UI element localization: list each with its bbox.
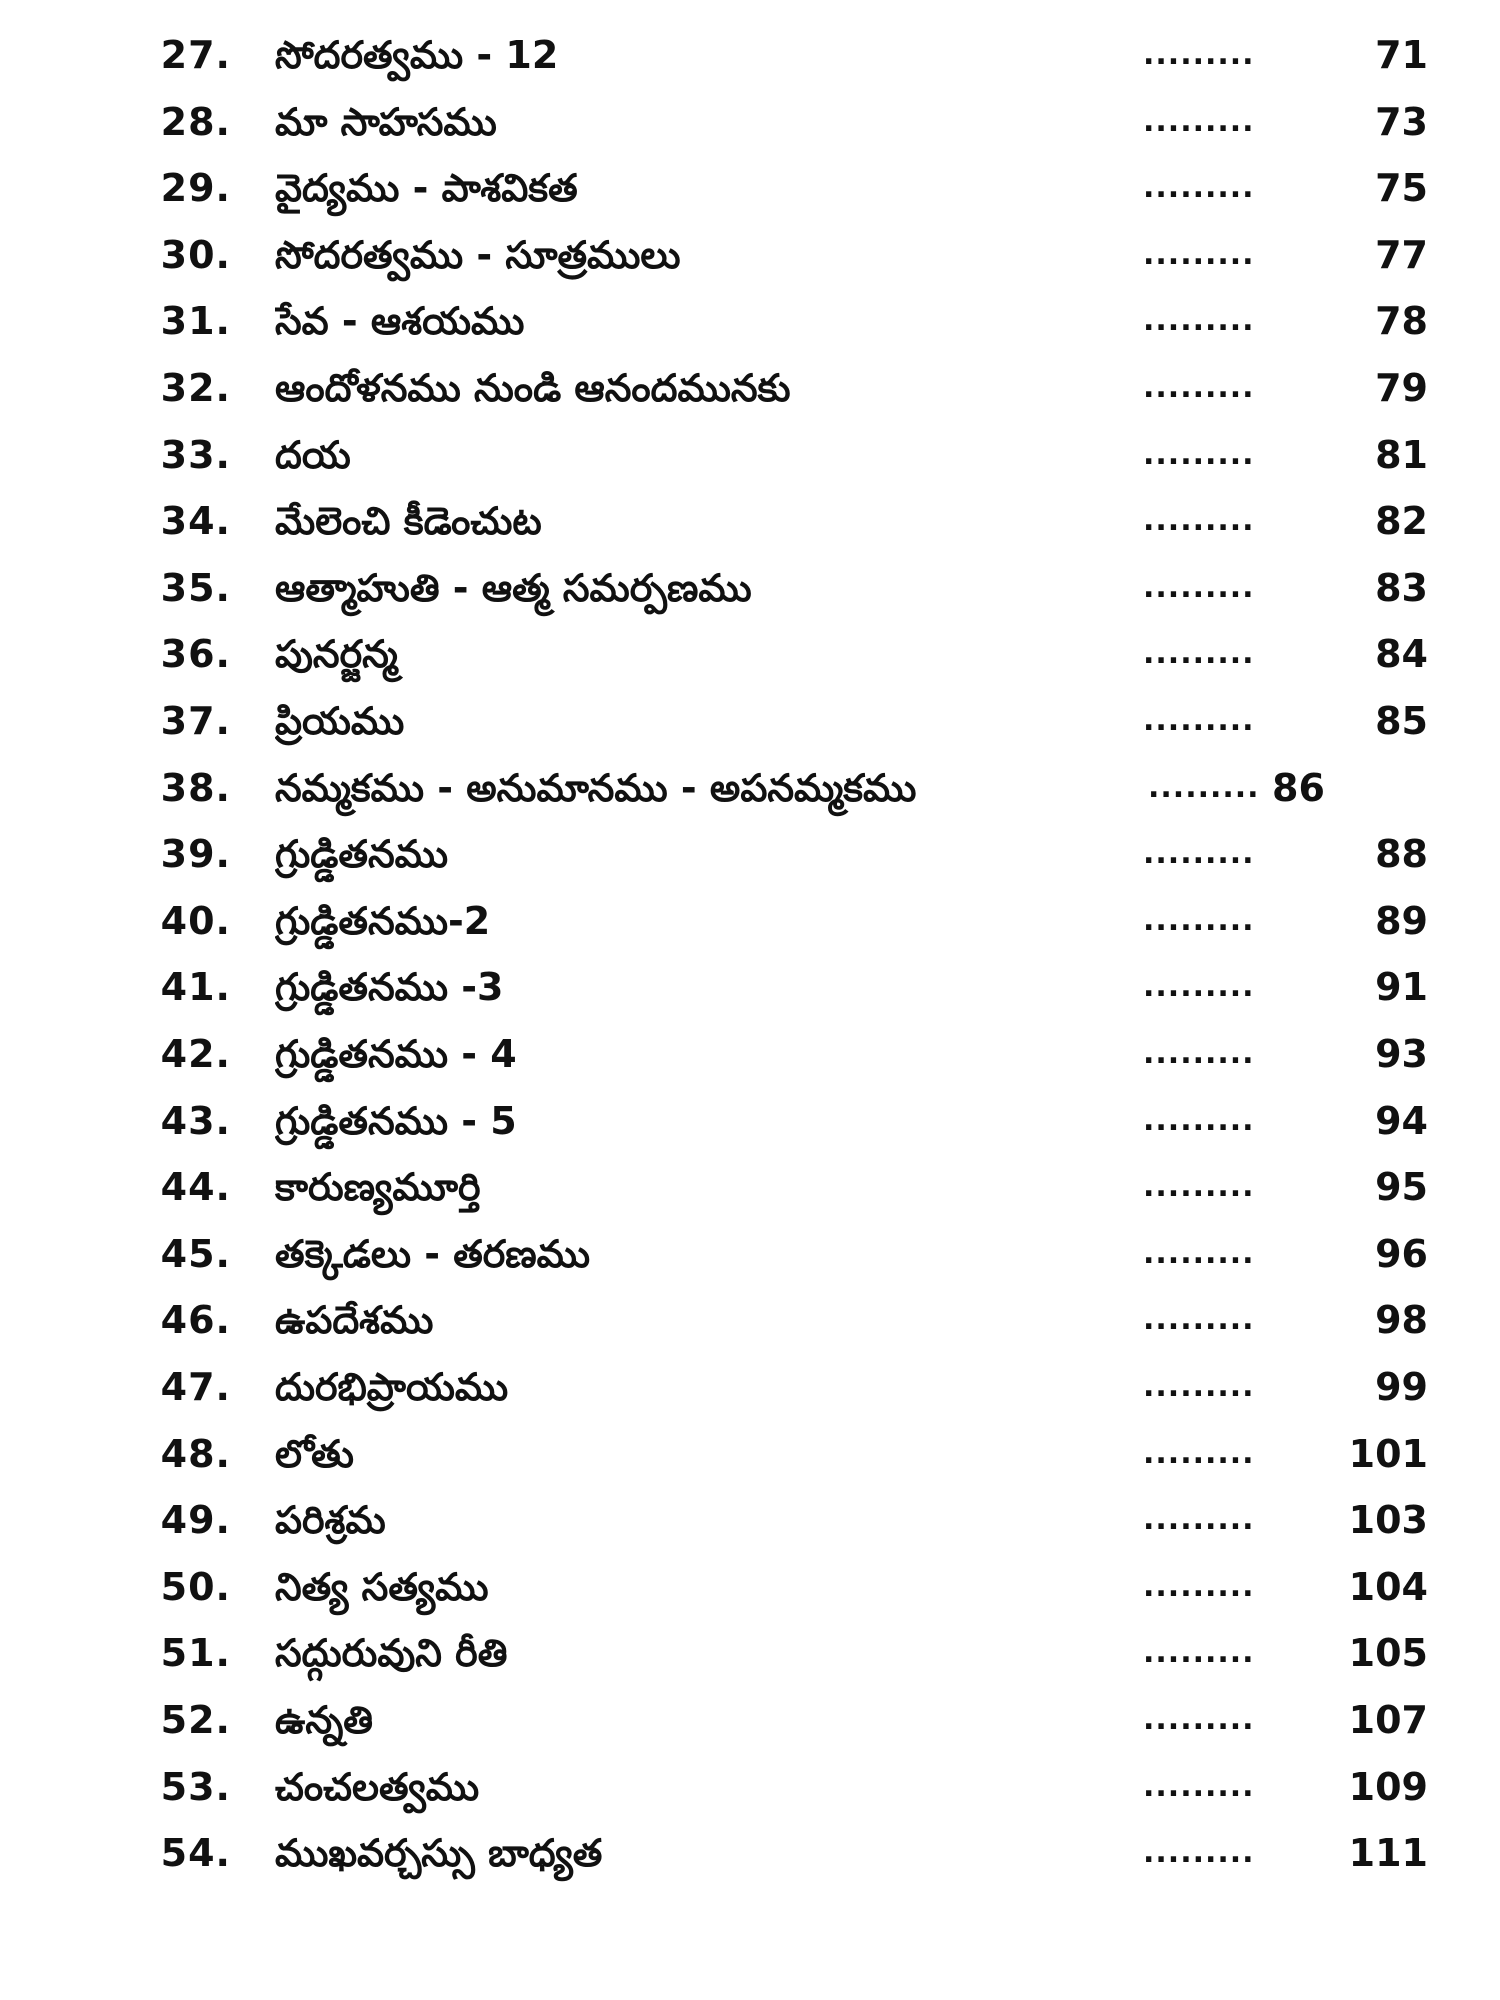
entry-number: 40. [160, 898, 231, 943]
entry-page: 79 [1375, 366, 1428, 410]
entry-title: ఆత్మాహుతి - ఆత్మ సమర్పణము [275, 565, 752, 610]
entry-number: 29. [160, 166, 231, 211]
toc-entry-31 [0, 288, 1500, 354]
entry-number: 52. [160, 1698, 231, 1742]
entry-page: 84 [1375, 632, 1428, 677]
dot-leader: ......... [1148, 769, 1260, 805]
entry-page: 78 [1375, 299, 1428, 344]
toc-entry-39 [0, 821, 1500, 887]
entry-title: లోతు [275, 1431, 354, 1476]
entry-number: 36. [160, 632, 231, 677]
entry-title: తక్కెడలు - తరణము [275, 1231, 591, 1276]
entry-page: 77 [1375, 232, 1428, 277]
dot-leader: ......... [1143, 1169, 1255, 1205]
entry-number: 43. [160, 1098, 231, 1143]
entry-title: సద్గురువుని రీతి [275, 1631, 508, 1676]
entry-title: ముఖవర్చస్సు బాధ్యత [275, 1831, 603, 1876]
toc-entry-44 [0, 1154, 1500, 1220]
entry-title: కారుణ్యమూర్తి [275, 1165, 481, 1210]
toc-entry-46 [0, 1287, 1500, 1353]
dot-leader: ......... [1143, 969, 1255, 1005]
toc-entry-51 [0, 1620, 1500, 1686]
entry-page: 89 [1375, 898, 1428, 943]
entry-title: ప్రియము [275, 699, 405, 743]
entry-title: ఉన్నతి [275, 1698, 374, 1742]
dot-leader: ......... [1143, 1568, 1255, 1604]
toc-entry-36 [0, 621, 1500, 687]
entry-title: గ్రుడ్డితనము - 4 [275, 1032, 517, 1076]
dot-leader: ......... [1143, 1369, 1255, 1404]
entry-page: 82 [1375, 499, 1428, 544]
dot-leader: ......... [1143, 1302, 1255, 1338]
toc-entry-30 [0, 222, 1500, 288]
toc-entry-35 [0, 555, 1500, 621]
entry-page: 86 [1272, 765, 1325, 810]
toc-entry-42 [0, 1021, 1500, 1087]
entry-page: 73 [1375, 99, 1428, 144]
entry-number: 42. [160, 1032, 231, 1076]
entry-number: 27. [160, 33, 231, 77]
dot-leader: ......... [1143, 37, 1255, 72]
entry-number: 30. [160, 232, 231, 277]
entry-title: ఉపదేశము [275, 1298, 434, 1343]
dot-leader: ......... [1143, 1768, 1255, 1804]
toc-entry-29 [0, 155, 1500, 221]
toc-entry-27 [0, 22, 1500, 88]
entry-number: 31. [160, 299, 231, 344]
entry-title: సేవ - ఆశయము [275, 299, 525, 344]
dot-leader: ......... [1143, 902, 1255, 938]
entry-number: 35. [160, 565, 231, 610]
dot-leader: ......... [1143, 303, 1255, 339]
entry-title: గ్రుడ్డితనము - 5 [275, 1098, 517, 1143]
entry-title: నమ్మకము - అనుమానము - అపనమ్మకము [275, 765, 917, 810]
entry-page: 109 [1348, 1764, 1428, 1809]
entry-page: 107 [1348, 1698, 1428, 1742]
dot-leader: ......... [1143, 236, 1255, 272]
dot-leader: ......... [1143, 370, 1255, 405]
entry-number: 53. [160, 1764, 231, 1809]
dot-leader: ......... [1143, 1502, 1255, 1538]
toc-entry-49 [0, 1487, 1500, 1553]
entry-number: 51. [160, 1631, 231, 1676]
toc-entry-45 [0, 1221, 1500, 1287]
toc-entry-34 [0, 488, 1500, 554]
entry-number: 49. [160, 1498, 231, 1543]
entry-number: 39. [160, 832, 231, 877]
toc-entry-37 [0, 688, 1500, 754]
entry-title: గ్రుడ్డితనము-2 [275, 898, 491, 943]
entry-number: 41. [160, 965, 231, 1010]
entry-number: 34. [160, 499, 231, 544]
entry-title: ఆందోళనము నుండి ఆనందమునకు [275, 366, 791, 410]
dot-leader: ......... [1143, 1102, 1255, 1138]
dot-leader: ......... [1143, 503, 1255, 539]
dot-leader: ......... [1143, 1036, 1255, 1071]
dot-leader: ......... [1143, 170, 1255, 206]
toc-entry-40 [0, 888, 1500, 954]
entry-page: 88 [1375, 832, 1428, 877]
entry-page: 95 [1375, 1165, 1428, 1210]
toc-entry-28 [0, 89, 1500, 155]
entry-page: 96 [1375, 1231, 1428, 1276]
entry-page: 75 [1375, 166, 1428, 211]
entry-title: చంచలత్వము [275, 1764, 480, 1809]
entry-title: మా సాహసము [275, 99, 497, 144]
toc-entry-53 [0, 1754, 1500, 1820]
entry-page: 104 [1348, 1564, 1428, 1609]
dot-leader: ......... [1143, 569, 1255, 605]
entry-number: 47. [160, 1365, 231, 1409]
entry-number: 44. [160, 1165, 231, 1210]
toc-entry-47 [0, 1354, 1500, 1420]
entry-number: 33. [160, 432, 231, 477]
dot-leader: ......... [1143, 1235, 1255, 1271]
entry-number: 50. [160, 1564, 231, 1609]
dot-leader: ......... [1143, 836, 1255, 872]
entry-page: 71 [1375, 33, 1428, 77]
toc-entry-48 [0, 1421, 1500, 1487]
entry-number: 32. [160, 366, 231, 410]
dot-leader: ......... [1143, 103, 1255, 139]
entry-page: 91 [1375, 965, 1428, 1010]
entry-title: పునర్జన్మ [275, 632, 398, 677]
entry-number: 28. [160, 99, 231, 144]
entry-number: 46. [160, 1298, 231, 1343]
toc-entry-38 [0, 755, 1500, 821]
entry-page: 94 [1375, 1098, 1428, 1143]
dot-leader: ......... [1143, 1435, 1255, 1471]
entry-title: సోదరత్వము - 12 [275, 33, 559, 77]
dot-leader: ......... [1143, 1702, 1255, 1737]
entry-title: వైద్యము - పాశవికత [275, 166, 578, 211]
dot-leader: ......... [1143, 1835, 1255, 1871]
entry-number: 54. [160, 1831, 231, 1876]
entry-number: 38. [160, 765, 231, 810]
entry-page: 81 [1375, 432, 1428, 477]
entry-page: 101 [1348, 1431, 1428, 1476]
entry-number: 37. [160, 699, 231, 743]
entry-number: 45. [160, 1231, 231, 1276]
entry-page: 83 [1375, 565, 1428, 610]
toc-entry-54 [0, 1820, 1500, 1886]
dot-leader: ......... [1143, 436, 1255, 472]
entry-page: 98 [1375, 1298, 1428, 1343]
toc-entry-52 [0, 1687, 1500, 1753]
entry-title: గ్రుడ్డితనము -3 [275, 965, 504, 1010]
entry-title: దయ [275, 432, 351, 477]
entry-title: నిత్య సత్యము [275, 1564, 489, 1609]
dot-leader: ......... [1143, 1635, 1255, 1671]
entry-title: మేలెంచి కీడెంచుట [275, 499, 542, 544]
toc-entry-41 [0, 954, 1500, 1020]
entry-page: 99 [1375, 1365, 1428, 1409]
entry-title: పరిశ్రమ [275, 1498, 386, 1543]
dot-leader: ......... [1143, 636, 1255, 672]
entry-number: 48. [160, 1431, 231, 1476]
entry-title: దురభిప్రాయము [275, 1365, 509, 1409]
dot-leader: ......... [1143, 703, 1255, 738]
entry-page: 105 [1348, 1631, 1428, 1676]
entry-title: సోదరత్వము - సూత్రములు [275, 232, 681, 277]
entry-page: 103 [1348, 1498, 1428, 1543]
toc-entry-43 [0, 1088, 1500, 1154]
toc-entry-33 [0, 422, 1500, 488]
entry-page: 85 [1375, 699, 1428, 743]
entry-page: 111 [1348, 1831, 1428, 1876]
entry-page: 93 [1375, 1032, 1428, 1076]
toc-entry-32 [0, 355, 1500, 421]
entry-title: గ్రుడ్డితనము [275, 832, 449, 877]
toc-entry-50 [0, 1554, 1500, 1620]
